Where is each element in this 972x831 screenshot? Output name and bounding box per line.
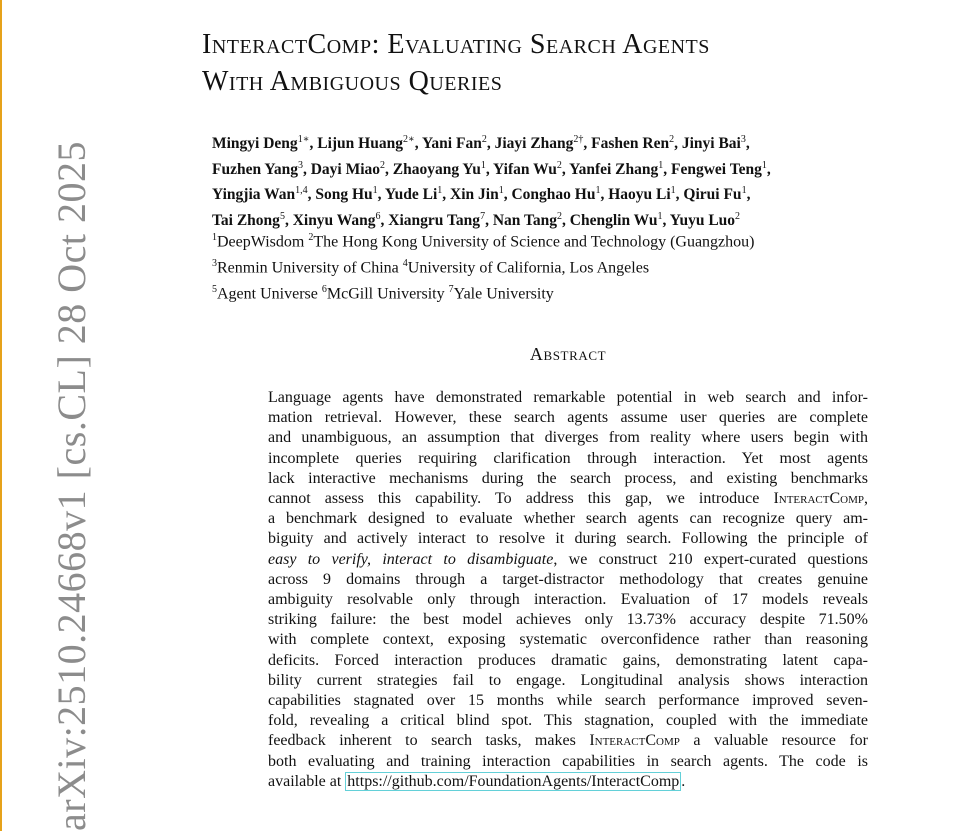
author-affiliation-marker: 1 xyxy=(437,185,443,197)
author-name: Yude Li xyxy=(384,186,438,204)
author-affiliation-marker: 5 xyxy=(279,210,285,222)
author-name: Dayi Miao xyxy=(310,160,381,178)
abstract-line: both evaluating and training interaction capabilities in search agents. The code is xyxy=(268,752,868,770)
author-name: Xin Jin xyxy=(450,186,499,204)
author-name: Yani Fan xyxy=(421,135,482,153)
author-name: Qirui Fu xyxy=(683,186,742,204)
affiliation-marker: 4 xyxy=(402,257,408,269)
author-affiliation-marker: 1∗ xyxy=(297,134,310,145)
author-separator: , xyxy=(302,160,311,178)
author-affiliation-marker: 1,4 xyxy=(295,185,308,197)
abstract-line: incomplete queries requiring clarification through interaction. Yet most agents xyxy=(268,449,868,467)
author-name: Yingjia Wan xyxy=(212,186,296,204)
abstract-line: biguity and actively interact to resolve it during search. Following the principle of xyxy=(268,530,868,548)
affiliation-marker: 3 xyxy=(212,257,217,269)
affiliation-line xyxy=(212,253,912,279)
left-margin-rule xyxy=(0,0,2,831)
author-separator: , xyxy=(562,212,570,230)
author-affiliation-marker: 2 xyxy=(557,210,563,222)
affiliation-name: Yale University xyxy=(453,284,554,302)
author-name: Chenglin Wu xyxy=(569,212,658,230)
arxiv-identifier-stamp: arXiv:2510.24668v1 [cs.CL] 28 Oct 2025 xyxy=(49,140,94,831)
author-affiliation-marker: 3 xyxy=(740,134,746,145)
author-affiliation-marker: 3 xyxy=(297,159,303,171)
author-name: Xiangru Tang xyxy=(388,212,481,230)
abstract-line: Language agents have demonstrated remarkable potential in web search and infor- xyxy=(268,389,868,406)
author-separator: , xyxy=(746,186,751,204)
author-list xyxy=(212,129,912,232)
affiliation-marker: 6 xyxy=(321,283,327,295)
author-affiliation-marker: 7 xyxy=(480,210,486,222)
author-affiliation-marker: 1 xyxy=(498,185,504,197)
author-affiliation-marker: 1 xyxy=(480,159,486,171)
abstract-line: available at https://github.com/FoundationAgents/InteractComp . xyxy=(268,772,686,790)
author-affiliation-marker: 6 xyxy=(375,210,381,222)
author-affiliation-marker: 1 xyxy=(657,210,663,222)
abstract-line: ambiguity resolvable only through interaction. Evaluation of 17 models reveals xyxy=(268,591,868,609)
author-name: Conghao Hu xyxy=(511,186,596,204)
author-separator: , xyxy=(284,212,293,230)
title-line-2: With Ambiguous Queries xyxy=(202,66,503,97)
author-separator: , xyxy=(442,186,451,204)
affiliation-line xyxy=(212,227,912,253)
title-line-1: InteractComp: Evaluating Search Agents xyxy=(202,29,710,60)
author-name: Yuyu Luo xyxy=(669,212,736,230)
affiliation-line xyxy=(212,279,912,305)
author-affiliation-marker: 1 xyxy=(761,159,767,171)
affiliation-marker: 1 xyxy=(212,232,217,243)
author-separator: , xyxy=(307,186,316,204)
author-name: Yanfei Zhang xyxy=(569,160,659,178)
affiliation-name: Renmin University of China xyxy=(217,259,403,277)
author-separator: , xyxy=(377,186,385,204)
abstract-line: with complete context, exposing systematic overconfidence rather than reasoning xyxy=(268,631,868,649)
author-affiliation-marker: 2∗ xyxy=(402,134,415,145)
author-separator: , xyxy=(663,160,672,178)
abstract-line: a benchmark designed to evaluate whether search agents can recognize query am- xyxy=(268,510,868,528)
affiliation-list xyxy=(212,227,912,304)
author-name: Zhaoyang Yu xyxy=(392,160,481,178)
abstract-line: mation retrieval. However, these search agents assume user queries are complete xyxy=(268,409,868,427)
abstract-line: striking failure: the best model achieves only 13.73% accuracy despite 71.50% xyxy=(268,611,868,629)
abstract-line: easy to verify, interact to disambiguate, we construct 210 expert-curated questions xyxy=(268,550,868,568)
author-name: Song Hu xyxy=(315,186,373,204)
author-separator: , xyxy=(561,160,570,178)
author-separator: , xyxy=(600,186,609,204)
abstract-line: and unambiguous, an assumption that diverges from reality where users begin with xyxy=(268,429,868,447)
abstract-line: bility current strategies fail to engage. Longitudinal analysis shows interaction xyxy=(268,671,868,689)
author-affiliation-marker: 1 xyxy=(670,185,676,197)
affiliation-marker: 5 xyxy=(212,283,217,295)
affiliation-name: Agent Universe xyxy=(217,284,322,302)
author-name: Xinyu Wang xyxy=(292,212,376,230)
author-line xyxy=(212,129,912,155)
author-affiliation-marker: 2 xyxy=(556,159,562,171)
author-separator: , xyxy=(662,212,670,230)
author-separator: , xyxy=(503,186,512,204)
affiliation-name: DeepWisdom xyxy=(217,233,309,251)
author-separator: , xyxy=(674,135,682,153)
author-name: Jiayi Zhang xyxy=(494,135,574,153)
author-name: Mingyi Deng xyxy=(212,135,298,153)
author-line xyxy=(212,155,912,181)
author-separator: , xyxy=(675,186,684,204)
abstract-line: capabilities stagnated over 15 months while search performance improved seven- xyxy=(268,692,868,710)
author-separator: , xyxy=(385,160,393,178)
author-name: Nan Tang xyxy=(492,212,558,230)
author-affiliation-marker: 2 xyxy=(735,210,741,222)
author-affiliation-marker: 2 xyxy=(669,134,675,145)
author-name: Yifan Wu xyxy=(493,160,557,178)
paper-title xyxy=(202,26,922,100)
author-affiliation-marker: 2† xyxy=(573,134,584,145)
abstract-body xyxy=(268,388,868,792)
author-separator: , xyxy=(766,160,771,178)
author-name: Fengwei Teng xyxy=(671,160,762,178)
author-line xyxy=(212,180,912,206)
author-affiliation-marker: 2 xyxy=(481,134,487,145)
author-name: Fuzhen Yang xyxy=(212,160,298,178)
author-affiliation-marker: 1 xyxy=(741,185,747,197)
author-separator: , xyxy=(485,160,494,178)
abstract-line: feedback inherent to search tasks, makes InteractComp a valuable resource for xyxy=(268,732,868,750)
author-name: Tai Zhong xyxy=(212,212,280,230)
author-name: Fashen Ren xyxy=(591,135,670,153)
author-separator: , xyxy=(485,212,493,230)
affiliation-name: The Hong Kong University of Science and Technology (Guangzhou) xyxy=(313,233,755,251)
abstract-line: cannot assess this capability. To address this gap, we introduce InteractComp, xyxy=(268,490,868,508)
abstract-line: lack interactive mechanisms during the search process, and existing benchmarks xyxy=(268,469,868,487)
author-affiliation-marker: 1 xyxy=(658,159,664,171)
author-separator: , xyxy=(583,135,592,153)
author-affiliation-marker: 2 xyxy=(380,159,386,171)
abstract-line: across 9 domains through a target-distractor methodology that creates genuine xyxy=(268,570,868,588)
author-name: Haoyu Li xyxy=(608,186,671,204)
author-name: Lijun Huang xyxy=(317,135,403,153)
abstract-line: deficits. Forced interaction produces dramatic gains, demonstrating latent capa- xyxy=(268,651,868,669)
affiliation-name: McGill University xyxy=(326,284,449,302)
abstract-heading: Abstract xyxy=(529,344,607,364)
author-separator: , xyxy=(309,135,318,153)
author-separator: , xyxy=(380,212,389,230)
author-name: Jinyi Bai xyxy=(681,135,741,153)
affiliation-name: University of California, Los Angeles xyxy=(407,259,650,277)
abstract-line: fold, revealing a critical blind spot. This stagnation, coupled with the immediate xyxy=(268,712,868,730)
author-affiliation-marker: 1 xyxy=(372,185,378,197)
author-separator: , xyxy=(486,135,495,153)
affiliation-marker: 2 xyxy=(308,232,314,243)
affiliation-marker: 7 xyxy=(448,283,454,295)
author-separator: , xyxy=(745,135,750,153)
code-repository-link[interactable]: https://github.com/FoundationAgents/InteractComp xyxy=(347,772,680,790)
author-affiliation-marker: 1 xyxy=(595,185,601,197)
link-trailing-period: . xyxy=(681,772,686,790)
author-separator: , xyxy=(414,135,422,153)
